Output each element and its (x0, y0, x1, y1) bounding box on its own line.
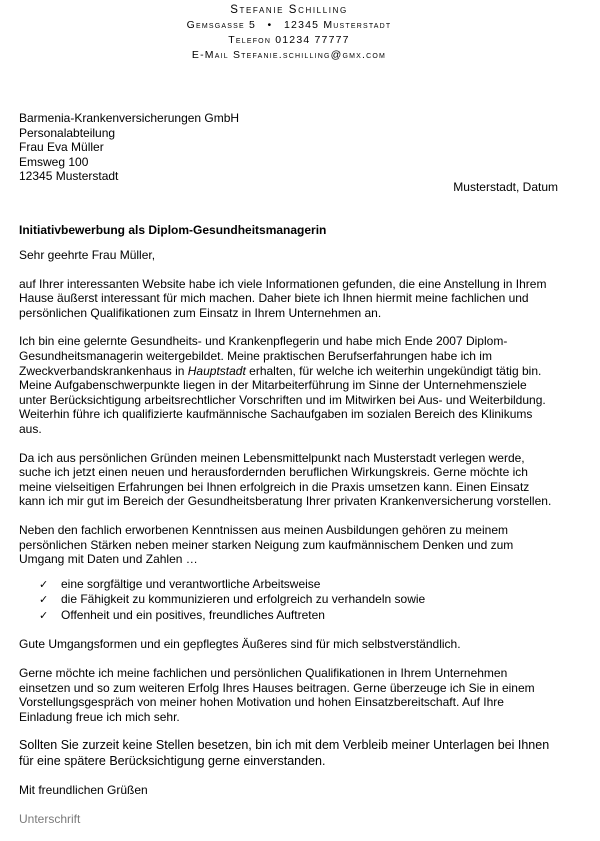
text-line: Gerne möchte ich meine fachlichen und persönlichen Qualifikationen in Ihrem Unternehmen (19, 666, 508, 681)
sender-email: E-Mail Stefanie.schilling@gmx.com (191, 49, 387, 61)
paragraph-experience (19, 334, 564, 436)
list-item (39, 608, 564, 624)
text-line: Hause äußerst interessant für mich machen. Daher biete ich Ihnen hiermit meine fachlichen und (19, 291, 529, 306)
sender-city: 12345 Musterstadt (284, 19, 392, 31)
text-line: für eine spätere Berücksichtigung gerne einverstanden. (19, 753, 326, 768)
signature-label: Unterschrift (19, 812, 81, 827)
text-line: auf Ihrer interessanten Website habe ich viele Informationen gefunden, die eine Anstellung in Ihrem (19, 276, 547, 291)
text-line: Weiterhin führe ich qualifizierte kaufmännische Sachaufgaben im sozialen Bereich des Klinikums (19, 407, 533, 422)
recipient-department: Personalabteilung (19, 125, 116, 140)
letter-body (19, 248, 564, 841)
text-line: Da ich aus persönlichen Gründen meinen Lebensmittelpunkt nach Musterstadt verlegen werde, (19, 450, 525, 465)
text-line: Vorstellungsgespräch von meiner hohen Motivation und hohen Einsatzbereitschaft. Auf Ihre (19, 695, 504, 710)
text-line: Ich bin eine gelernte Gesundheits- und Krankenpflegerin und habe mich Ende 2007 Diplom- (19, 334, 508, 349)
recipient-address (19, 111, 239, 184)
list-item-text: die Fähigkeit zu kommunizieren und erfolgreich zu verhandeln sowie (61, 592, 426, 607)
list-item-text: Offenheit und ein positives, freundliches Auftreten (61, 607, 325, 622)
text-line: Neben den fachlich erworbenen Kenntnissen aus meinen Ausbildungen gehören zu meinem (19, 522, 508, 537)
salutation: Sehr geehrte Frau Müller, (19, 248, 156, 262)
paragraph-closing-pitch (19, 666, 564, 724)
recipient-contact: Frau Eva Müller (19, 140, 104, 155)
text-line: meine vielseitigen Erfahrungen bei Ihnen erfolgreich in die Praxis umsetzen kann. Einen Einsatz (19, 479, 530, 494)
text-line: Meine Aufgabenschwerpunkte liegen in der Mitarbeiterführung im Sinne der Unternehmensziele (19, 378, 527, 393)
text-fragment: erhalten, für welche ich weiterhin ungekündigt tätig bin. (245, 363, 542, 378)
paragraph-appearance (19, 637, 564, 652)
text-line (19, 364, 564, 379)
list-item (39, 577, 564, 593)
recipient-city: 12345 Musterstadt (19, 169, 119, 184)
text-line: persönlichen Qualifikationen zum Einsatz in Ihrem Unternehmen an. (19, 305, 382, 320)
paragraph-motivation (19, 451, 564, 509)
text-line: kann ich mir gut im Bereich der Gesundheitsberatung Ihrer privaten Krankenversicherung vorstellen. (19, 494, 552, 509)
recipient-street: Emsweg 100 (19, 154, 89, 169)
text-line: einsetzen und so zum weiteren Erfolg Ihres Hauses beitragen. Gerne überzeuge ich Sie in einem (19, 680, 535, 695)
checkmark-icon: ✓ (39, 594, 49, 607)
recipient-company: Barmenia-Krankenversicherungen GmbH (19, 111, 240, 125)
list-item-text: eine sorgfältige und verantwortliche Arbeitsweise (61, 576, 321, 591)
paragraph-intro (19, 277, 564, 321)
sender-name: Stefanie Schilling (230, 4, 348, 16)
text-line: Sollten Sie zurzeit keine Stellen besetzen, bin ich mit dem Verbleib meiner Unterlagen bei Ihnen (19, 738, 550, 753)
sender-phone: Telefon 01234 77777 (228, 34, 350, 46)
text-line: Umgang mit Daten und Zahlen … (19, 552, 198, 567)
text-line: Gesundheitsmanagerin weitergebildet. Meine praktischen Berufserfahrungen habe ich im (19, 348, 492, 363)
paragraph-documents (19, 738, 564, 769)
sender-header (0, 3, 578, 63)
separator-bullet: • (267, 19, 273, 31)
paragraph-strengths (19, 523, 564, 567)
sender-street: Gemsgasse 5 (186, 19, 256, 31)
list-item (39, 592, 564, 608)
text-line: Gute Umgangsformen und ein gepflegtes Äußeres sind für mich selbstverständlich. (19, 637, 461, 652)
text-line: unter Berücksichtigung arbeitsrechtlicher Vorschriften und im Mitwirken bei Aus- und Weiterbildung. (19, 392, 546, 407)
checkmark-icon: ✓ (39, 609, 49, 622)
city-placeholder: Hauptstadt (187, 363, 246, 378)
text-fragment: Zweckverbandskrankenhaus in (19, 363, 188, 378)
text-line: persönlichen Stärken neben meiner starken Neigung zum kaufmännischem Denken und zum (19, 537, 514, 552)
checkmark-icon: ✓ (39, 578, 49, 591)
text-line: aus. (19, 421, 42, 436)
subject-line: Initiativbewerbung als Diplom-Gesundheitsmanagerin (19, 223, 327, 237)
text-line: suche ich jetzt einen neuen und herausfordernden beruflichen Wirkungskreis. Gerne möchte ich (19, 465, 528, 480)
strengths-checklist (39, 577, 564, 624)
closing-greeting: Mit freundlichen Grüßen (19, 783, 148, 798)
date-line: Musterstadt, Datum (453, 180, 558, 194)
sender-address-line (0, 18, 578, 33)
text-line: Einladung freue ich mich sehr. (19, 709, 180, 724)
